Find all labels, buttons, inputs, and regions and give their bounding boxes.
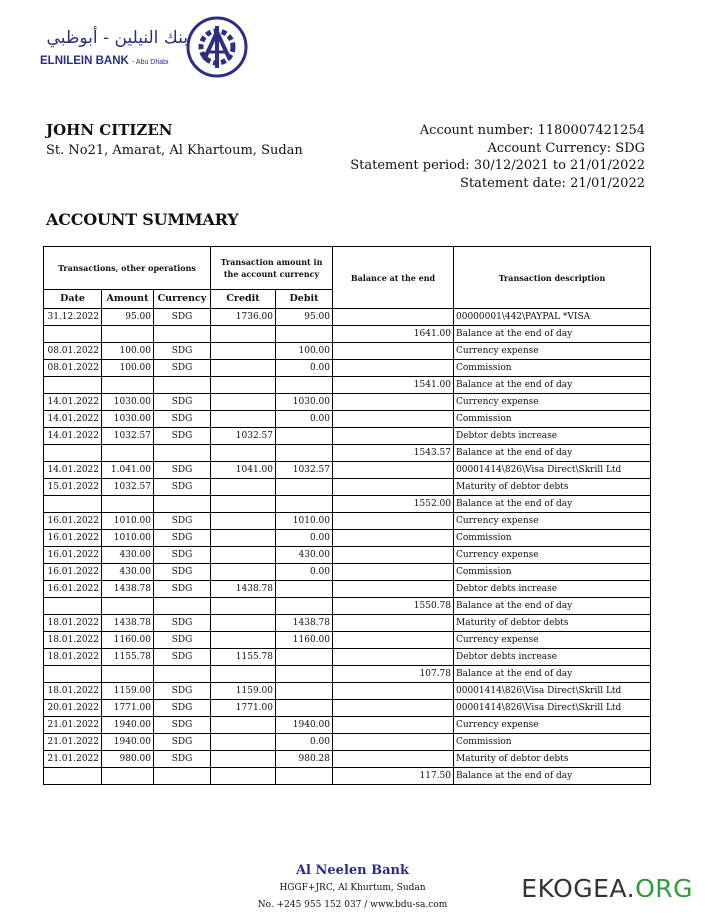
table-row [44,360,651,377]
cell-balance [333,428,454,445]
cell-currency: SDG [154,581,211,598]
cell-date: 20.01.2022 [44,700,102,717]
cell-credit [211,751,276,768]
cell-currency: SDG [154,530,211,547]
cell-debit: 1438.78 [276,615,333,632]
cell-credit: 1155.78 [211,649,276,666]
table-row [44,394,651,411]
cell-balance: 1552.00 [333,496,454,513]
cell-amount: 1940.00 [102,717,154,734]
cell-credit [211,666,276,683]
cell-debit [276,428,333,445]
cell-date: 31.12.2022 [44,309,102,326]
cell-debit [276,479,333,496]
cell-description: Maturity of debtor debts [454,479,651,496]
cell-balance [333,462,454,479]
cell-balance: 1550.78 [333,598,454,615]
cell-debit [276,598,333,615]
cell-currency: SDG [154,734,211,751]
cell-currency [154,326,211,343]
watermark-part2: ORG [635,874,693,903]
cell-balance [333,479,454,496]
cell-description: Debtor debts increase [454,649,651,666]
cell-description: Commission [454,411,651,428]
table-row [44,598,651,615]
cell-credit [211,768,276,785]
cell-debit [276,649,333,666]
cell-amount [102,496,154,513]
cell-date: 14.01.2022 [44,428,102,445]
cell-amount: 1032.57 [102,428,154,445]
cell-credit [211,734,276,751]
bank-arabic-name: بنك النيلين - أبوظبي [46,28,188,48]
table-row [44,751,651,768]
cell-balance [333,581,454,598]
header-date: Date [44,290,102,309]
cell-currency: SDG [154,751,211,768]
cell-description: Currency expense [454,394,651,411]
cell-balance [333,734,454,751]
table-row [44,428,651,445]
cell-amount: 1030.00 [102,394,154,411]
cell-currency [154,598,211,615]
statement-date: Statement date: 21/01/2022 [460,175,645,191]
cell-balance [333,717,454,734]
cell-credit [211,530,276,547]
cell-amount: 95.00 [102,309,154,326]
cell-description: 00001414\826\Visa Direct\Skrill Ltd [454,700,651,717]
bank-emblem-icon [186,16,248,78]
cell-balance [333,360,454,377]
cell-date [44,598,102,615]
cell-date: 14.01.2022 [44,411,102,428]
cell-debit: 0.00 [276,360,333,377]
cell-description: Balance at the end of day [454,377,651,394]
cell-date: 18.01.2022 [44,649,102,666]
cell-description: Balance at the end of day [454,445,651,462]
table-row [44,734,651,751]
cell-amount: 1155.78 [102,649,154,666]
account-currency: Account Currency: SDG [487,140,645,156]
cell-credit [211,377,276,394]
cell-amount: 100.00 [102,343,154,360]
table-row [44,513,651,530]
cell-description: Commission [454,530,651,547]
cell-amount: 1032.57 [102,479,154,496]
table-row [44,445,651,462]
cell-currency: SDG [154,394,211,411]
cell-date: 16.01.2022 [44,581,102,598]
cell-balance [333,309,454,326]
cell-credit: 1159.00 [211,683,276,700]
cell-date [44,666,102,683]
cell-amount: 430.00 [102,564,154,581]
cell-balance [333,547,454,564]
cell-currency [154,768,211,785]
table-row [44,632,651,649]
cell-description: Debtor debts increase [454,581,651,598]
table-row [44,547,651,564]
table-row [44,377,651,394]
statement-period: Statement period: 30/12/2021 to 21/01/2022 [350,158,645,173]
cell-balance: 107.78 [333,666,454,683]
cell-debit: 0.00 [276,530,333,547]
header-currency: Currency [154,290,211,309]
cell-credit [211,479,276,496]
cell-currency: SDG [154,547,211,564]
cell-description: Currency expense [454,513,651,530]
cell-amount: 430.00 [102,547,154,564]
statement-table [43,246,651,785]
cell-amount: 1010.00 [102,513,154,530]
cell-balance [333,751,454,768]
cell-amount: 100.00 [102,360,154,377]
statement-rows [44,309,651,785]
cell-currency: SDG [154,343,211,360]
cell-credit: 1438.78 [211,581,276,598]
footer-address: HGGF+JRC, Al Khurtum, Sudan [279,883,426,893]
cell-date: 21.01.2022 [44,717,102,734]
cell-description: Currency expense [454,632,651,649]
cell-balance [333,343,454,360]
table-row [44,462,651,479]
table-row [44,649,651,666]
cell-credit: 1771.00 [211,700,276,717]
cell-date: 18.01.2022 [44,683,102,700]
cell-currency [154,496,211,513]
cell-date: 08.01.2022 [44,360,102,377]
footer-contact: No. +245 955 152 037 / www.bdu-sa.com [257,900,448,910]
header-debit: Debit [276,290,333,309]
table-row [44,326,651,343]
cell-credit: 1041.00 [211,462,276,479]
header-credit: Credit [211,290,276,309]
bank-location: - Abu Dhabi [132,59,169,66]
cell-amount: 1.041.00 [102,462,154,479]
cell-credit [211,411,276,428]
cell-debit [276,496,333,513]
cell-description: Commission [454,564,651,581]
cell-credit [211,394,276,411]
cell-credit [211,632,276,649]
cell-amount [102,326,154,343]
cell-currency: SDG [154,700,211,717]
cell-date: 16.01.2022 [44,564,102,581]
table-row [44,683,651,700]
cell-debit: 100.00 [276,343,333,360]
bank-name: ELNILEIN BANK [40,55,129,67]
cell-amount [102,377,154,394]
cell-date: 15.01.2022 [44,479,102,496]
cell-debit: 980.28 [276,751,333,768]
table-row [44,411,651,428]
cell-balance: 1541.00 [333,377,454,394]
cell-date [44,326,102,343]
cell-date: 14.01.2022 [44,394,102,411]
cell-currency: SDG [154,462,211,479]
cell-debit: 95.00 [276,309,333,326]
cell-currency [154,377,211,394]
cell-amount: 1438.78 [102,615,154,632]
cell-date: 14.01.2022 [44,462,102,479]
cell-description: Maturity of debtor debts [454,751,651,768]
header-balance: Balance at the end [333,247,454,309]
cell-currency: SDG [154,717,211,734]
cell-currency: SDG [154,632,211,649]
cell-debit [276,445,333,462]
cell-balance [333,632,454,649]
cell-credit [211,343,276,360]
cell-credit: 1032.57 [211,428,276,445]
cell-balance [333,513,454,530]
cell-currency: SDG [154,615,211,632]
cell-debit [276,326,333,343]
cell-amount: 1030.00 [102,411,154,428]
cell-balance [333,615,454,632]
cell-amount: 1159.00 [102,683,154,700]
group-header-transactions: Transactions, other operations [44,247,211,290]
cell-description: Commission [454,360,651,377]
cell-debit: 0.00 [276,734,333,751]
cell-description: Currency expense [454,343,651,360]
cell-currency: SDG [154,309,211,326]
cell-credit [211,496,276,513]
cell-description: 00001414\826\Visa Direct\Skrill Ltd [454,683,651,700]
cell-balance [333,683,454,700]
cell-debit: 1160.00 [276,632,333,649]
cell-balance [333,394,454,411]
cell-currency: SDG [154,564,211,581]
cell-credit [211,717,276,734]
cell-description: Currency expense [454,717,651,734]
cell-debit: 1032.57 [276,462,333,479]
cell-debit: 0.00 [276,411,333,428]
summary-title: ACCOUNT SUMMARY [46,210,239,229]
cell-currency [154,445,211,462]
cell-debit [276,377,333,394]
cell-description: Balance at the end of day [454,496,651,513]
cell-description: 00001414\826\Visa Direct\Skrill Ltd [454,462,651,479]
cell-balance [333,411,454,428]
cell-debit [276,581,333,598]
cell-credit [211,615,276,632]
cell-date [44,445,102,462]
cell-date: 21.01.2022 [44,734,102,751]
cell-debit [276,700,333,717]
cell-balance [333,700,454,717]
cell-credit [211,360,276,377]
cell-currency: SDG [154,649,211,666]
bank-logo-name [40,55,169,67]
cell-date [44,377,102,394]
cell-description: Commission [454,734,651,751]
cell-description: Balance at the end of day [454,598,651,615]
cell-amount: 1160.00 [102,632,154,649]
cell-balance [333,530,454,547]
cell-currency [154,666,211,683]
table-row [44,700,651,717]
table-row [44,496,651,513]
cell-credit [211,445,276,462]
table-row [44,479,651,496]
customer-address: St. No21, Amarat, Al Khartoum, Sudan [46,143,303,158]
cell-balance [333,564,454,581]
cell-description: Balance at the end of day [454,768,651,785]
cell-debit [276,768,333,785]
cell-credit [211,326,276,343]
cell-debit: 1010.00 [276,513,333,530]
footer-bank-name: Al Neelen Bank [295,863,410,878]
cell-balance: 117.50 [333,768,454,785]
cell-currency: SDG [154,513,211,530]
cell-date: 18.01.2022 [44,632,102,649]
cell-amount: 1010.00 [102,530,154,547]
customer-name: JOHN CITIZEN [46,121,173,139]
table-row [44,581,651,598]
cell-description: Balance at the end of day [454,326,651,343]
watermark-part1: EKOGEA. [521,874,636,903]
cell-date: 21.01.2022 [44,751,102,768]
cell-amount: 1771.00 [102,700,154,717]
cell-amount [102,598,154,615]
cell-amount: 980.00 [102,751,154,768]
cell-date: 16.01.2022 [44,530,102,547]
cell-debit: 1030.00 [276,394,333,411]
cell-date: 08.01.2022 [44,343,102,360]
cell-date: 18.01.2022 [44,615,102,632]
table-row [44,343,651,360]
cell-credit [211,564,276,581]
account-number: Account number: 1180007421254 [419,123,645,138]
cell-debit [276,683,333,700]
cell-currency: SDG [154,479,211,496]
cell-debit: 1940.00 [276,717,333,734]
table-row [44,768,651,785]
cell-credit [211,547,276,564]
cell-currency: SDG [154,428,211,445]
header-amount: Amount [102,290,154,309]
cell-debit [276,666,333,683]
cell-credit [211,598,276,615]
table-row [44,309,651,326]
cell-amount [102,666,154,683]
cell-currency: SDG [154,683,211,700]
cell-amount: 1438.78 [102,581,154,598]
cell-date [44,768,102,785]
table-row [44,666,651,683]
cell-debit: 430.00 [276,547,333,564]
cell-description: Maturity of debtor debts [454,615,651,632]
cell-description: Debtor debts increase [454,428,651,445]
cell-balance [333,649,454,666]
watermark [521,874,693,903]
cell-description: Currency expense [454,547,651,564]
cell-amount [102,445,154,462]
cell-date: 16.01.2022 [44,513,102,530]
cell-credit: 1736.00 [211,309,276,326]
table-row [44,717,651,734]
header-description: Transaction description [454,247,651,309]
cell-date [44,496,102,513]
cell-balance: 1543.57 [333,445,454,462]
cell-credit [211,513,276,530]
cell-debit: 0.00 [276,564,333,581]
group-header-amount: Transaction amount in the account currency [211,247,333,290]
cell-amount: 1940.00 [102,734,154,751]
cell-balance: 1641.00 [333,326,454,343]
cell-amount [102,768,154,785]
cell-date: 16.01.2022 [44,547,102,564]
account-info [350,122,645,192]
table-row [44,615,651,632]
cell-description: Balance at the end of day [454,666,651,683]
cell-description: 00000001\442\PAYPAL *VISA [454,309,651,326]
table-row [44,530,651,547]
cell-currency: SDG [154,360,211,377]
table-row [44,564,651,581]
cell-currency: SDG [154,411,211,428]
